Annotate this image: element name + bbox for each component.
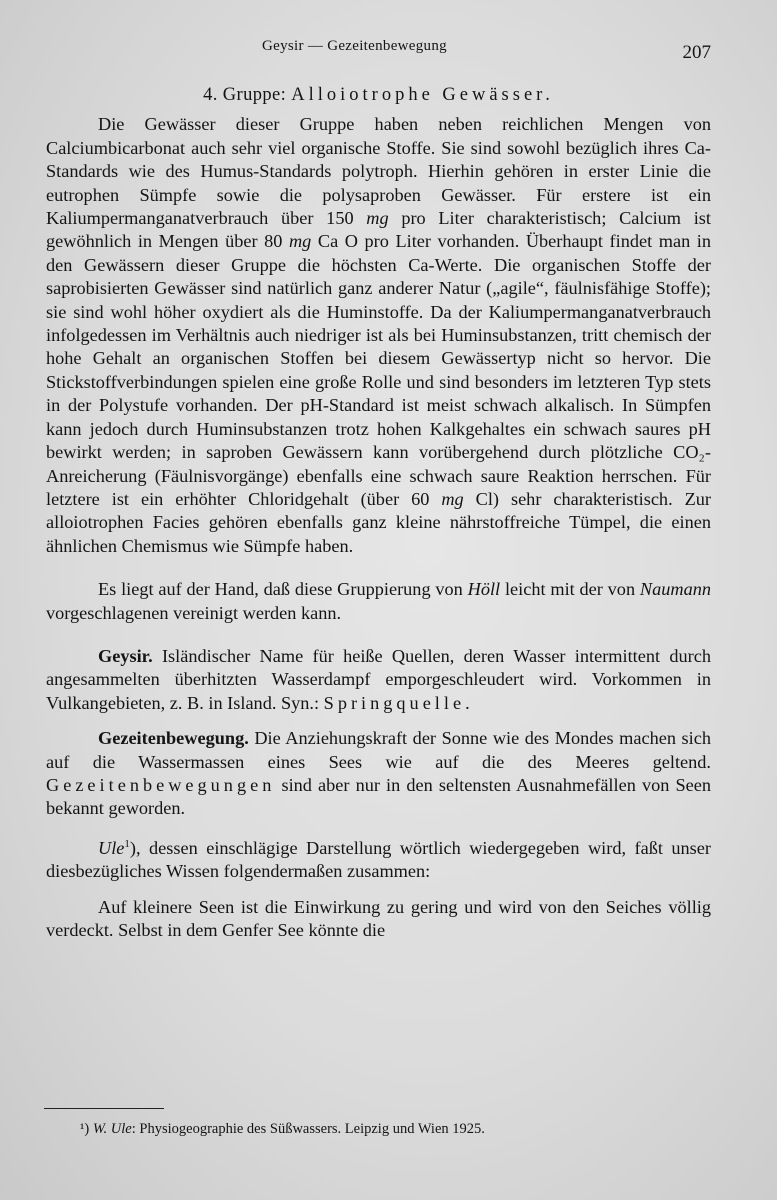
text-run: Auf kleinere Seen ist die Einwirkung zu gering und wird von den Seiches völlig verdeckt. Selbst in dem Genfer See könnte die — [46, 896, 711, 941]
footnote — [80, 1120, 720, 1138]
entry-term: Gezeitenbewegung. — [98, 728, 249, 749]
entry-term: Geysir. — [98, 645, 153, 666]
page-number: 207 — [682, 42, 711, 63]
entry-gezeitenbewegung — [46, 727, 711, 821]
author-name: Naumann — [639, 579, 711, 600]
text-run: Es liegt auf der Hand, daß diese Gruppierung von — [98, 579, 468, 600]
synonym: Springquelle. — [323, 692, 474, 713]
text-run: Isländischer Name für heiße Quellen, deren Wasser intermittent durch angesammelten überhitzten Wasserdampf emporgeschleudert wird. Vorkommen in Vulkangebieten, z. B. in Island. Syn.: — [46, 645, 711, 713]
entry-geysir — [46, 645, 711, 715]
footnote-ref: 1 — [124, 837, 130, 850]
paragraph-alloiotroph — [46, 113, 711, 558]
footnote-rule — [44, 1108, 164, 1109]
text-run: ), dessen einschlägige Darstellung wörtlich wiedergegeben wird, faßt unser diesbezügliches Wissen folgendermaßen zusammen: — [46, 837, 711, 882]
paragraph-grouping-note — [46, 578, 711, 625]
unit-mg: mg — [288, 231, 312, 252]
spaced-term: Gezeitenbewegungen — [46, 774, 276, 795]
page-header — [0, 38, 777, 68]
text-run: sind aber nur in den seltensten Ausnahmefällen von Seen bekannt geworden. — [46, 774, 711, 819]
text-run: Die Anziehungskraft der Sonne wie des Mondes machen sich auf die Wassermassen eines Sees wie auf die des Meeres geltend. — [46, 728, 711, 772]
running-head: Geysir — Gezeitenbewegung — [262, 38, 447, 54]
text-run: : Physiogeographie des Süßwassers. Leipzig und Wien 1925. — [131, 1121, 485, 1137]
paragraph-quote — [46, 896, 711, 943]
unit-mg: mg — [441, 488, 464, 509]
group-heading-prefix: 4. Gruppe: — [203, 85, 292, 105]
unit-mg: mg — [366, 208, 389, 229]
author-name: Höll — [467, 579, 501, 600]
text-run: Cl) sehr charakteristisch. Zur alloiotrophen Facies gehören ebenfalls ganz kleine nährstoffreiche Tümpel, die einen ähnlichen Chemismus wie Sümpfe haben. — [46, 488, 711, 556]
author-name: W. Ule — [92, 1121, 132, 1137]
text-run: vorgeschlagenen vereinigt werden kann. — [46, 602, 342, 623]
text-run: Ca O pro Liter vorhanden. Überhaupt findet man in den Gewässern dieser Gruppe die höchsten Ca-Werte. Die organischen Stoffe der saprobisierten Gewässer sind natürlich ganz anderer Natur („agile“, fäulnisfähige Stoffe); sie sind wohl höher oxydiert als die Huminstoffe. Da der Kaliumpermanganatverbrauch infolgedessen im Verhältnis auch niedriger ist als bei Huminsubstanzen, tritt chemisch der hohe Gehalt an organischen Stoffen bei diesem Gewässertyp nicht so hervor. Die Stickstoffverbindungen spielen eine große Rolle und sind besonders im letzteren Typ stets in der Polystufe vorhanden. Der pH-Standard ist meist schwach alkalisch. In Sümpfen kann jedoch durch Huminsubstanzen trotz hohen Kalkgehaltes ein schwach saures pH bewirkt werden; in saproben Gewässern kann vorübergehend durch plötzliche CO₂-Anreicherung (Fäulnisvorgänge) ebenfalls eine schwach saure Reaktion herrschen. Für letztere ist ein erhöhter Chloridgehalt (über 60 — [46, 231, 711, 509]
footnote-marker: ¹) — [80, 1121, 90, 1137]
text-run: leicht mit der von — [500, 579, 640, 600]
group-heading — [46, 84, 711, 107]
page-body — [46, 84, 711, 943]
text-run: pro Liter charakteristisch; Calcium ist gewöhnlich in Mengen über 80 — [46, 208, 711, 252]
text-run: Die Gewässer dieser Gruppe haben neben reichlichen Mengen von Calciumbicarbonat auch sehr viel organische Stoffe. Sie sind sowohl bezüglich ihres Ca-Standards wie des Humus-Standards polytroph. Hierhin gehören in erster Linie die eutrophen Sümpfe sowie die polysaproben Gewässer. Für erstere ist ein Kaliumpermanganatverbrauch über 150 — [46, 114, 711, 229]
author-name: Ule — [98, 837, 125, 858]
group-heading-title: Alloiotrophe Gewässer. — [291, 85, 554, 105]
paragraph-ule — [46, 833, 711, 884]
